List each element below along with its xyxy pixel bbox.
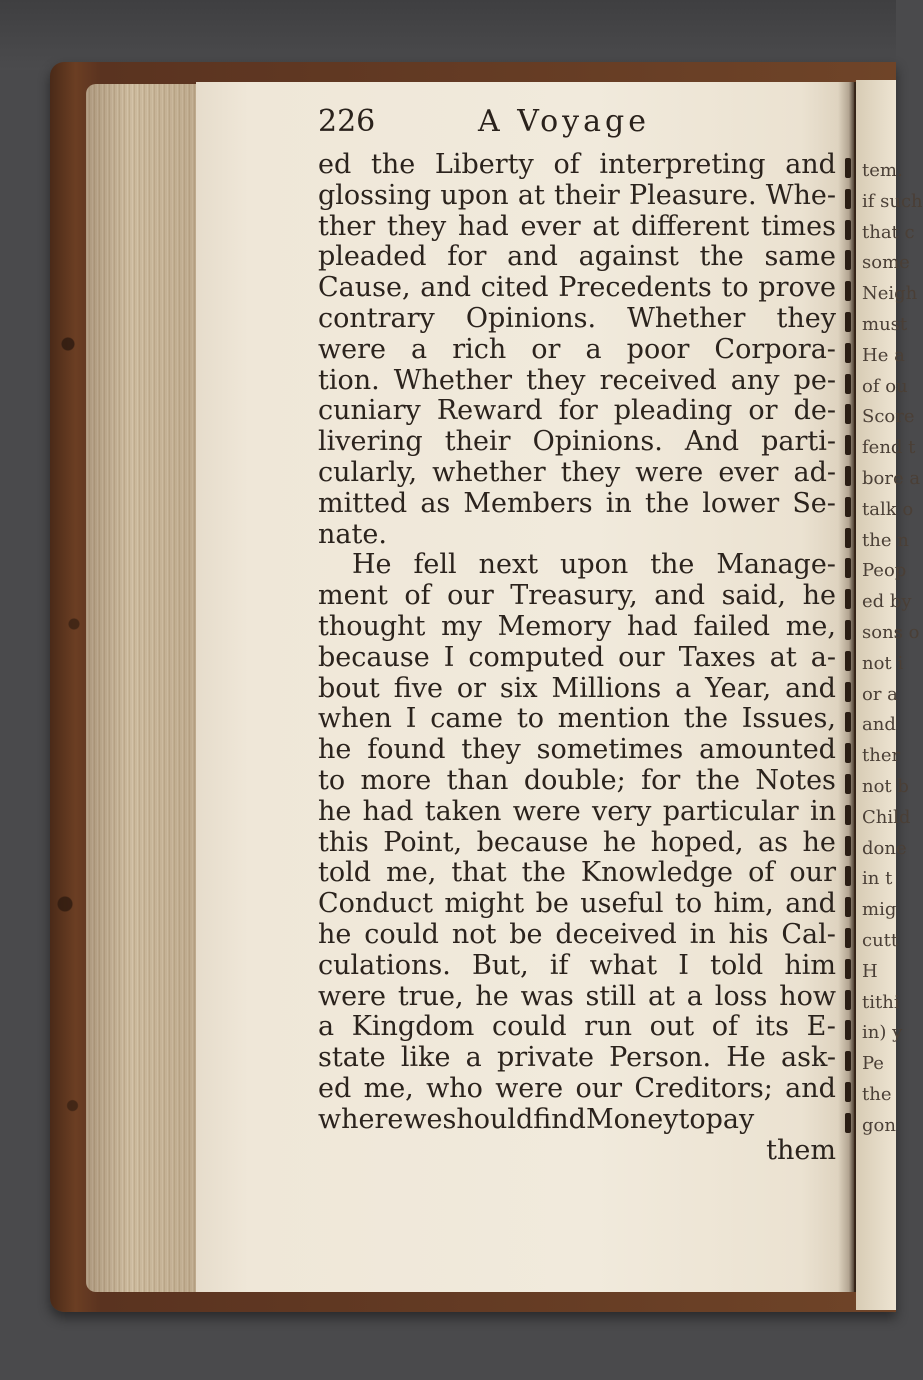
facing-line-fragment: not b xyxy=(862,776,909,797)
facing-line-fragment: that c xyxy=(862,221,915,243)
text-line: He fell next upon the Manage- xyxy=(352,549,836,581)
text-line: when I came to mention the Issues, xyxy=(318,703,836,735)
binding-edge-mark xyxy=(845,1020,851,1040)
facing-line-fragment: or a xyxy=(862,683,898,705)
text-line: he could not be deceived in his Cal- xyxy=(318,919,836,950)
facing-line-fragment: not i xyxy=(862,652,904,674)
facing-line-fragment: tithi xyxy=(862,991,900,1013)
text-line: glossing upon at their Pleasure. Whe- xyxy=(318,179,836,211)
text-line: where we should find Money to pay xyxy=(318,1103,755,1135)
text-line: cularly, whether they were ever ad- xyxy=(318,457,836,488)
running-head xyxy=(318,104,738,144)
text-line: ed the Liberty of interpreting and xyxy=(318,149,836,180)
text-line: were true, he was still at a loss how xyxy=(318,980,836,1012)
facing-line-fragment: of ou xyxy=(862,375,908,397)
text-line: tion. Whether they received any pe- xyxy=(318,364,836,396)
facing-line-fragment: done xyxy=(862,837,907,859)
facing-line-fragment: must xyxy=(862,314,908,335)
facing-line-fragment: sons o xyxy=(862,622,920,643)
facing-line-fragment: Peop xyxy=(862,560,907,582)
facing-line-fragment: ed by xyxy=(862,591,912,613)
facing-line-fragment: in) y xyxy=(862,1022,903,1044)
binding-edge-mark xyxy=(845,189,851,209)
binding-edge-mark xyxy=(845,1051,851,1071)
facing-line-fragment: Child xyxy=(862,806,911,828)
binding-edge-mark xyxy=(845,374,851,394)
facing-line-fragment: bore a xyxy=(862,468,921,489)
text-line: mitted as Members in the lower Se- xyxy=(318,487,836,519)
binding-edge-mark xyxy=(845,528,851,548)
page-number: 226 xyxy=(318,104,376,139)
binding-edge-mark xyxy=(845,1082,851,1102)
binding-edge-mark xyxy=(845,497,851,517)
binding-edge-mark xyxy=(845,220,851,240)
facing-line-fragment: H xyxy=(862,960,878,982)
facing-line-fragment: Neigh xyxy=(862,283,918,305)
binding-edge-mark xyxy=(845,589,851,609)
text-line: this Point, because he hoped, as he xyxy=(318,826,836,858)
facing-line-fragment: some xyxy=(862,252,910,274)
facing-line-fragment: Pe xyxy=(862,1053,884,1075)
cover-wear xyxy=(56,120,86,1240)
facing-line-fragment: tem. xyxy=(862,160,903,181)
text-line: bout five or six Millions a Year, and xyxy=(318,672,836,704)
binding-edge-mark xyxy=(845,466,851,486)
text-line: pleaded for and against the same xyxy=(318,241,836,273)
facing-line-fragment: ther xyxy=(862,745,901,767)
text-line: culations. But, if what I told him xyxy=(318,949,836,981)
text-line: cuniary Reward for pleading or de- xyxy=(318,395,836,427)
binding-edge-mark xyxy=(845,343,851,363)
facing-line-fragment: Score xyxy=(862,406,915,428)
running-title: A Voyage xyxy=(478,104,650,139)
facing-line-fragment: fend t xyxy=(862,437,916,459)
text-line: were a rich or a poor Corpora- xyxy=(318,333,836,365)
facing-line-fragment: talk o xyxy=(862,498,914,520)
facing-line-fragment: in t xyxy=(862,868,893,890)
binding-edge-mark xyxy=(845,990,851,1010)
facing-line-fragment: He a xyxy=(862,344,905,366)
binding-edge-mark xyxy=(845,774,851,794)
text-line: ment of our Treasury, and said, he xyxy=(318,580,836,612)
binding-edge-mark xyxy=(845,651,851,671)
binding-edge-mark xyxy=(845,805,851,825)
binding-edge-mark xyxy=(845,312,851,332)
text-line: told me, that the Knowledge of our xyxy=(318,857,836,889)
text-line: contrary Opinions. Whether they xyxy=(318,303,836,334)
binding-edge-mark xyxy=(845,620,851,640)
binding-edge-mark xyxy=(845,1113,851,1133)
text-line: Conduct might be useful to him, and xyxy=(318,888,836,920)
text-line: ed me, who were our Creditors; and xyxy=(318,1073,836,1104)
text-line: ther they had ever at different times xyxy=(318,210,836,242)
facing-line-fragment: cutt xyxy=(862,930,899,951)
binding-edge-mark xyxy=(845,558,851,578)
binding-edge-mark xyxy=(845,281,851,301)
binding-edge-mark xyxy=(845,836,851,856)
text-line: Cause, and cited Precedents to prove xyxy=(318,272,836,304)
facing-line-fragment: gon xyxy=(862,1114,896,1136)
binding-edge-mark xyxy=(845,928,851,948)
text-line: he had taken were very particular in xyxy=(318,795,836,827)
binding-edge-mark xyxy=(845,404,851,424)
text-line: livering their Opinions. And parti- xyxy=(318,426,836,458)
facing-line-fragment: and xyxy=(862,714,896,736)
text-line: state like a private Person. He ask- xyxy=(318,1042,836,1074)
binding-edge-mark xyxy=(845,897,851,917)
background-top xyxy=(0,0,896,70)
binding-edge-mark xyxy=(845,959,851,979)
facing-line-fragment: the n xyxy=(862,529,909,551)
binding-edge-mark xyxy=(845,682,851,702)
facing-line-fragment: if such xyxy=(862,190,923,212)
text-line: nate. xyxy=(318,518,387,550)
binding-edge-mark xyxy=(845,743,851,763)
binding-edge-mark xyxy=(845,435,851,455)
facing-line-fragment: mig xyxy=(862,899,897,921)
text-line: thought my Memory had failed me, xyxy=(318,611,836,642)
binding-edge-mark xyxy=(845,712,851,732)
text-line: he found they sometimes amounted xyxy=(318,734,836,766)
text-line: a Kingdom could run out of its E- xyxy=(318,1011,836,1043)
binding-edge-mark xyxy=(845,866,851,886)
binding-edge-mark xyxy=(845,250,851,270)
binding-edge-mark xyxy=(845,158,851,178)
facing-line-fragment: the xyxy=(862,1084,892,1105)
catchword: them xyxy=(766,1134,836,1166)
text-line: to more than double; for the Notes xyxy=(318,765,836,796)
text-line: because I computed our Taxes at a- xyxy=(318,641,836,673)
